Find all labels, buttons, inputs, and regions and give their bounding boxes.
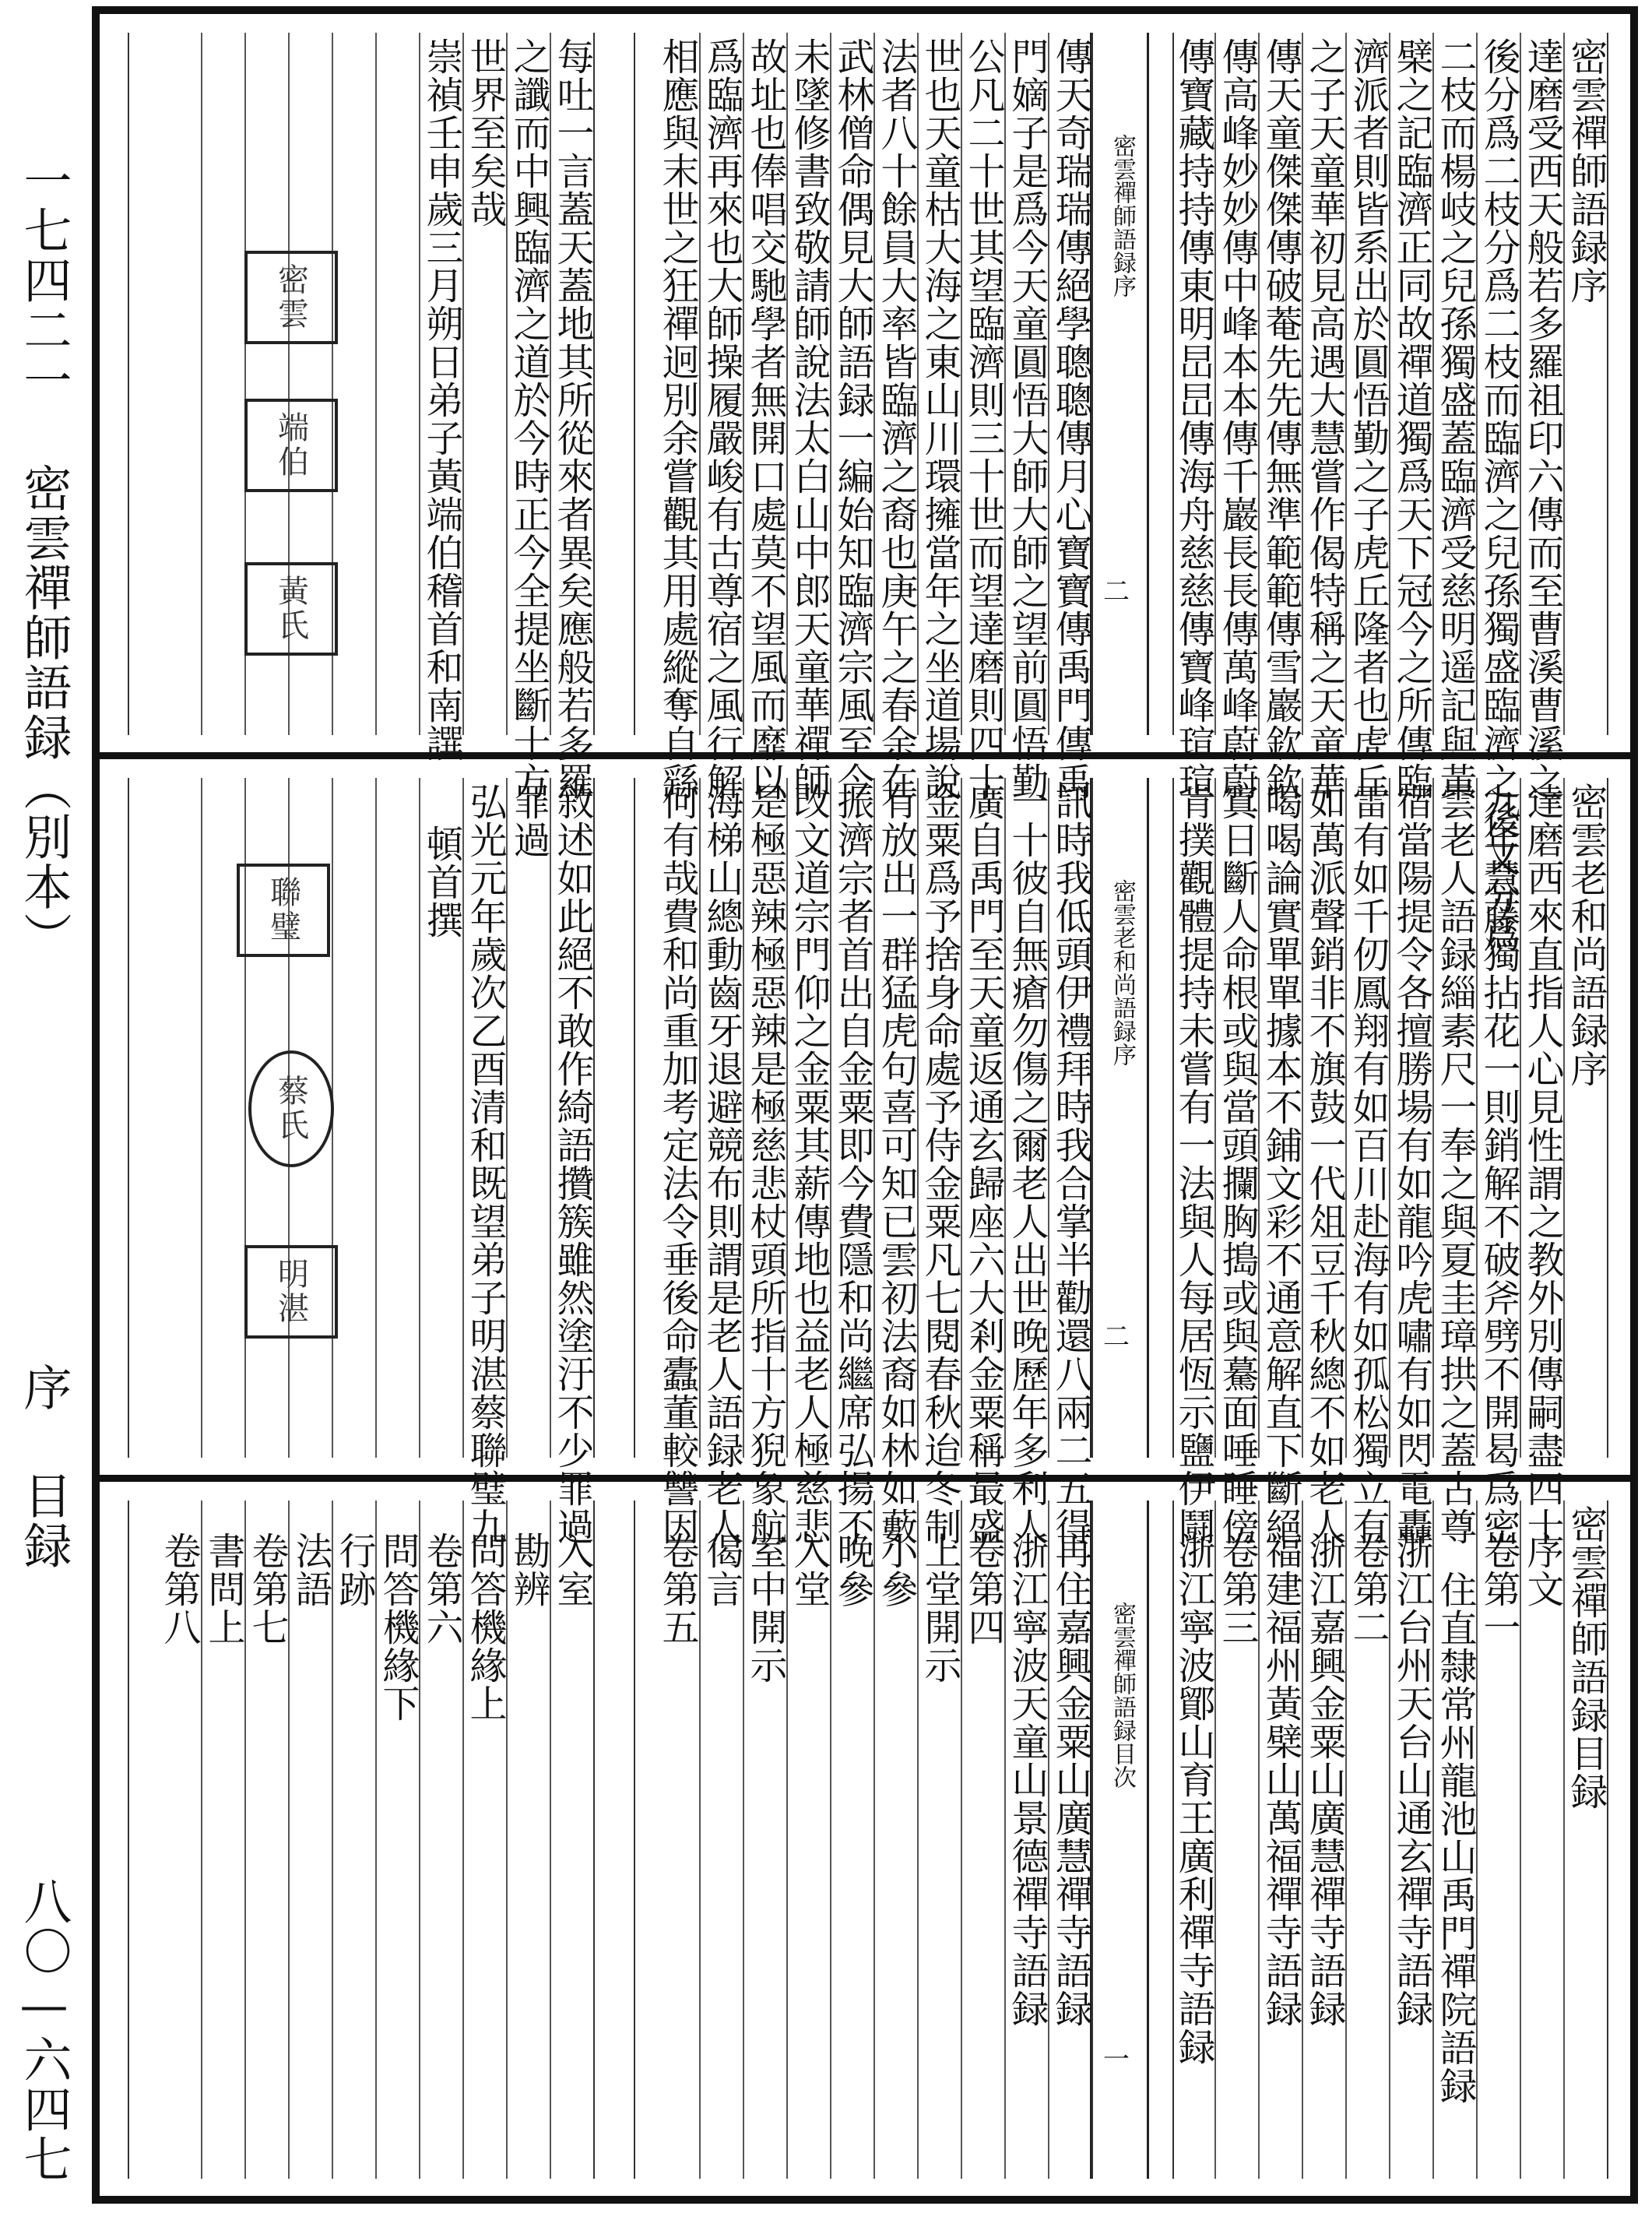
toc-volume: 卷第六	[419, 1501, 462, 2179]
blank-column	[375, 33, 419, 735]
toc-entry: 住直隸常州龍池山禹門禪院語録	[1432, 1501, 1476, 2179]
toc-entry: 序文	[1520, 1501, 1563, 2179]
toc-volume: 卷第五	[656, 1532, 699, 1646]
text-column: 海梯山總動齒牙退避競布則謂是老人語録老人	[699, 778, 743, 1458]
left-half-page	[128, 1501, 595, 2179]
fold-leaf-number: 二	[1103, 576, 1130, 607]
toc-entry: 上堂開示	[917, 1501, 961, 2179]
seal-stamp: 聯璧	[237, 864, 330, 957]
blank-column	[201, 33, 244, 735]
toc-entry: 再住嘉興金粟山廣慧禪寺語録	[1048, 1501, 1091, 2179]
panel-preface-2	[100, 759, 1630, 1546]
text-column: 喝喝論實單單據本不鋪文彩不通意解直下斷絕	[1258, 778, 1302, 1458]
toc-entry: 入室	[550, 1501, 593, 2179]
text-column: 濟派者則皆系出於圓悟勤之子虎丘隆者也虎丘	[1345, 33, 1389, 735]
mid-half-page	[634, 33, 1093, 800]
text-column: 傳寶藏持持傳東明旵旵傳海舟慈慈傳寶峰瑄瑄	[1172, 37, 1215, 800]
colophon: 弘光元年歲次乙酉清和既望弟子明湛蔡聯璧九	[463, 783, 507, 1546]
blank-column	[332, 33, 375, 735]
text-column: 之子天童華初見高遇大慧嘗作偈特稱之天童華	[1302, 33, 1345, 735]
text-column: 達磨西來直指人心見性謂之教外別傳嗣盡四十	[1520, 778, 1563, 1458]
text-column: 何有哉費和尚重加考定法令垂後命蠹董較讐因	[656, 783, 699, 1546]
fold-column	[1090, 33, 1149, 735]
text-column: 後分爲二枝分爲二枝而臨濟之兒孫獨盛臨濟之後又分爲	[1476, 33, 1520, 735]
toc-entry: 浙江嘉興金粟山廣慧禪寺語録	[1302, 1501, 1345, 2179]
text-column: 九年慧藤獨拈花一則銷解不破斧劈不開曷爲密	[1476, 778, 1520, 1458]
toc-entry: 入堂	[786, 1501, 830, 2179]
seal-stamp: 蔡氏	[248, 1050, 334, 1167]
text-column: 門嫡子是爲今天童圓悟大師大師之望前圓悟勤	[1004, 33, 1048, 735]
text-column: 檗之記臨濟正同故禪道獨爲天下冠今之所傳臨	[1389, 33, 1432, 735]
text-column: 故址也俸唱交馳學者無開口處莫不望風而靡以	[743, 33, 786, 735]
seal-stamp: 密雲	[244, 251, 338, 344]
text-column: 雷有如千仞鳳翔有如百川赴海有如孤松獨立有	[1345, 778, 1389, 1458]
text-column: 法者八十餘員大率皆臨濟之裔也庚午之春余在	[873, 33, 917, 735]
toc-volume: 卷第三	[1214, 1501, 1258, 2179]
text-column: 訊時我低頭伊禮拜時我合掌半勸還八兩二五得	[1048, 778, 1091, 1458]
fold-column	[1090, 1501, 1149, 2179]
text-column: 敘述如此絕不敢作綺語攢簇雖然塗汙不少罪過	[550, 778, 593, 1458]
text-column: 金粟爲予捨身命處予侍金粟凡七閱春秋迨冬制	[917, 778, 961, 1458]
panel-table-of-contents	[100, 1482, 1630, 2196]
text-column: 雲老人語録緇素尺一奉之與夏圭璋拱之蓋古尊	[1432, 778, 1476, 1458]
toc-entry: 問答機緣上	[462, 1501, 506, 2179]
text-column: 頓首撰	[419, 778, 462, 1458]
toc-columns	[1172, 1501, 1608, 2179]
text-column: 達磨受西天般若多羅祖印六傳而至曹溪曹溪之	[1520, 33, 1563, 735]
margin-book-title: 一七四二一 密雲禪師語録（別本）	[16, 156, 72, 962]
colophon: 崇禎壬申歲三月朔日弟子黃端伯稽首和南譔	[420, 37, 463, 762]
toc-columns	[128, 1501, 595, 2179]
toc-columns	[634, 1501, 1093, 2179]
blank-column	[157, 33, 201, 735]
right-half-page	[1172, 1501, 1608, 2179]
text-columns	[128, 778, 595, 1546]
text-column	[1563, 33, 1607, 735]
text-column: 改文道宗門仰之金粟其薪傳地也益老人極慈悲	[786, 778, 830, 1458]
outer-margin	[6, 156, 81, 2184]
margin-section-label: 序 目録	[16, 1363, 72, 1571]
mid-half-page	[634, 1501, 1093, 2179]
text-column: 是極惡辣極惡辣是極慈悲杖頭所指十方猊象航	[743, 778, 786, 1458]
text-columns	[634, 778, 1093, 1546]
text-column: 如萬派聲銷非不旗鼓一代俎豆千秋總不如老人	[1302, 778, 1345, 1458]
right-half-page	[1172, 778, 1608, 1546]
toc-entry: 問答機緣下	[375, 1501, 419, 2179]
toc-volume: 卷第二	[1345, 1501, 1389, 2179]
fold-title: 密雲禪師語録目次	[1109, 1602, 1136, 1789]
text-column: 宿當陽提令各擅勝場有如龍吟虎嘯有如閃電轟	[1389, 778, 1432, 1458]
text-column: 之讖而中興臨濟之道於今時正今全提坐斷十方	[506, 33, 550, 735]
toc-entry: 勘辨	[506, 1501, 550, 2179]
fold-leaf-number: 二	[1103, 1321, 1130, 1353]
seal-stamp: 端伯	[244, 399, 338, 492]
toc-entry: 行跡	[332, 1501, 375, 2179]
text-column	[419, 33, 463, 762]
toc-entry: 浙江寧波鄮山育王廣利禪寺語録	[1172, 1532, 1215, 2066]
text-columns	[1172, 778, 1608, 1546]
toc-entry: 福建福州黃檗山萬福禪寺語録	[1258, 1501, 1302, 2179]
mid-half-page	[634, 778, 1093, 1546]
toc-entry: 書問上	[201, 1501, 244, 2179]
text-column: 肯撲觀體提持未嘗有一法與人每居恆示鹽伊鬪	[1172, 783, 1215, 1546]
toc-entry: 偈言	[699, 1501, 743, 2179]
text-column: 傳天奇瑞瑞傳絕學聰聰傳月心寶寶傳禹門傳禹	[1048, 33, 1091, 735]
text-column	[1563, 778, 1607, 1458]
text-column: 世界至矣哉	[462, 33, 506, 735]
text-column: 有放出一群猛虎句喜可知已雲初法裔如林如藪	[873, 778, 917, 1458]
text-columns	[634, 33, 1093, 800]
toc-volume: 卷第七	[244, 1501, 288, 2179]
toc-entry: 晚參	[830, 1501, 873, 2179]
blank-column	[375, 778, 419, 1458]
text-column: 每吐一言蓋天蓋地其所從來者異矣應般若多羅	[550, 33, 593, 735]
text-column: 傳天童傑傑傳破菴先先傳無準範範傳雪巖欽欽	[1258, 33, 1302, 735]
text-column: 振濟宗者首出自金粟即今費隱和尚繼席弘揚不	[830, 778, 873, 1458]
page-frame	[92, 6, 1638, 2204]
toc-entry: 浙江台州天台山通玄禪寺語録	[1389, 1501, 1432, 2179]
text-column: 武林僧命偶見大師語録一編始知臨濟宗風至今	[830, 33, 873, 735]
seal-stamp: 黃氏	[244, 562, 338, 656]
fold-column	[1090, 778, 1149, 1458]
fold-leaf-number: 一	[1103, 2044, 1130, 2075]
toc-heading: 密雲禪師語録目録	[1564, 1505, 1608, 1810]
text-column: 未墜修書致敬請師說法太白山中郎天童華禪師	[786, 33, 830, 735]
text-column: 世也天童枯大海之東山川環擁當年之坐道場說	[917, 33, 961, 735]
text-columns	[128, 33, 595, 800]
margin-page-number: 八〇—六四七	[16, 1877, 72, 2184]
toc-volume: 卷第一	[1476, 1501, 1520, 2179]
blank-column	[332, 778, 375, 1458]
text-column: 相應與末世之狂禪迥別余嘗觀其用處縱奪自繇	[656, 37, 699, 800]
fold-title: 密雲禪師語録序	[1109, 134, 1136, 297]
text-column: 寘日斷人命根或與當頭攔胸搗或與驀面唾睡傍	[1214, 778, 1258, 1458]
seal-stamp: 明湛	[244, 1245, 338, 1339]
text-column: 罪過	[506, 778, 550, 1458]
preface-heading: 密雲老和尚語録序	[1564, 783, 1608, 1088]
left-half-page	[128, 33, 595, 800]
toc-volume: 卷第八	[157, 1532, 201, 1646]
toc-entry: 小參	[873, 1501, 917, 2179]
toc-volume: 卷第四	[961, 1501, 1004, 2179]
toc-entry: 法語	[288, 1501, 332, 2179]
blank-column	[157, 778, 201, 1458]
text-column: 廣自禹門至天童返通玄歸座六大剎金粟稱最盛	[961, 778, 1004, 1458]
text-column: 一十彼自無瘡勿傷之爾老人出世晚歷年多利人	[1004, 778, 1048, 1458]
fold-title: 密雲老和尚語録序	[1109, 879, 1136, 1066]
preface-heading: 密雲禪師語録序	[1564, 37, 1608, 304]
left-half-page	[128, 778, 595, 1546]
toc-entry: 浙江寧波天童山景德禪寺語録	[1004, 1501, 1048, 2179]
text-column: 二枝而楊岐之兒孫獨盛蓋臨濟受慈明遥記與黃	[1432, 33, 1476, 735]
text-column: 公凡二十世其望臨濟則三十世而望達磨則四十	[961, 33, 1004, 735]
text-column: 傳高峰妙妙傳中峰本本傳千巖長長傳萬峰蔚蔚	[1214, 33, 1258, 735]
toc-entry: 室中開示	[743, 1501, 786, 2179]
text-column: 爲臨濟再來也大師操履嚴峻有古尊宿之風行解	[699, 33, 743, 735]
toc-heading-column	[1563, 1501, 1607, 2179]
text-column	[462, 778, 507, 1546]
